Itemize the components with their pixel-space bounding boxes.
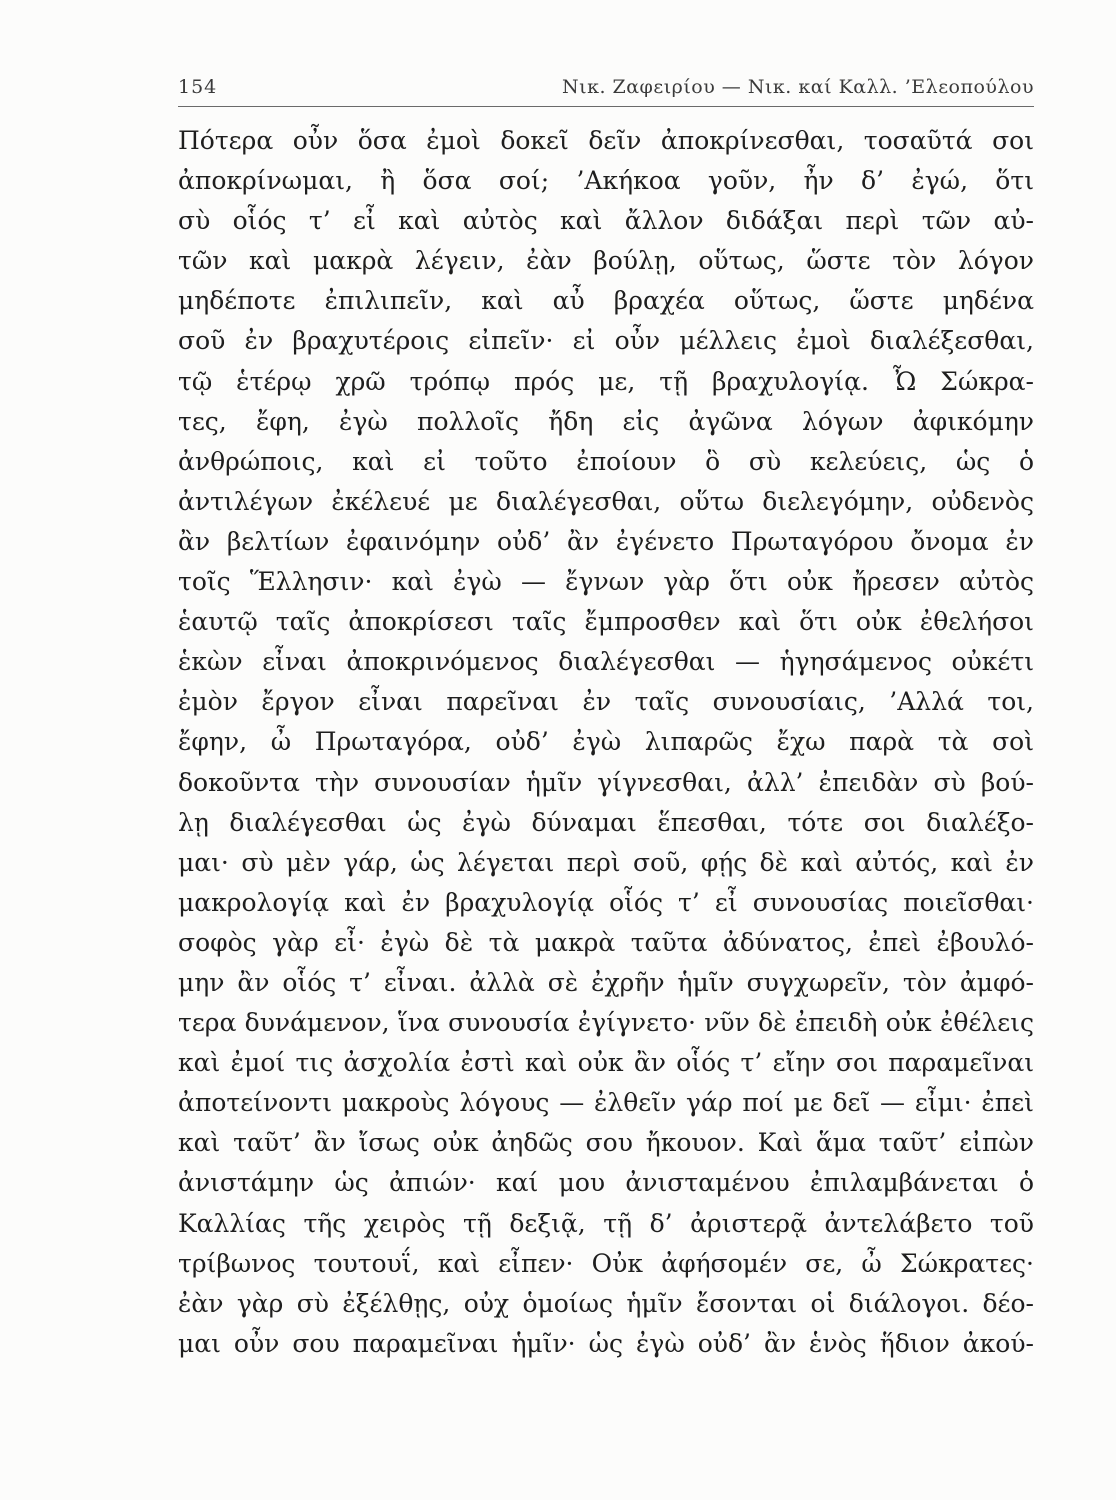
text-line: σὺ οἷός τ’ εἶ καὶ αὐτὸς καὶ ἄλλον διδάξαι περὶ τῶν αὐ- [178,206,1034,236]
text-line: ἀντιλέγων ἐκέλευέ με διαλέγεσθαι, οὕτω διελεγόμην, οὐδενὸς [178,486,1034,516]
text-line: ἂν βελτίων ἐφαινόμην οὐδ’ ἂν ἐγένετο Πρωταγόρου ὄνομα ἐν [178,526,1034,556]
text-line: Πότερα οὖν ὅσα ἐμοὶ δοκεῖ δεῖν ἀποκρίνεσθαι, τοσαῦτά σοι [178,126,1034,155]
text-line: τοῖς Ἕλλησιν· καὶ ἐγὼ — ἔγνων γὰρ ὅτι οὐκ ἤρεσεν αὐτὸς [178,567,1034,597]
text-line: τερα δυνάμενον, ἵνα συνουσία ἐγίγνετο· νῦν δὲ ἐπειδὴ οὐκ ἐθέλεις [178,1008,1034,1038]
text-line: ἀνθρώποις, καὶ εἰ τοῦτο ἐποίουν ὃ σὺ κελεύεις, ὡς ὁ [178,446,1034,476]
body-text [178,121,1034,1364]
text-line: τῶν καὶ μακρὰ λέγειν, ἐὰν βούλῃ, οὕτως, ὥστε τὸν λόγον [178,246,1034,276]
text-line: τες, ἔφη, ἐγὼ πολλοῖς ἤδη εἰς ἀγῶνα λόγων ἀφικόμην [178,406,1034,436]
text-line: λῃ διαλέγεσθαι ὡς ἐγὼ δύναμαι ἕπεσθαι, τότε σοι διαλέξο- [178,807,1034,837]
text-line: σοῦ ἐν βραχυτέροις εἰπεῖν· εἰ οὖν μέλλεις ἐμοὶ διαλέξεσθαι, [178,326,1034,356]
text-line: ἑκὼν εἶναι ἀποκρινόμενος διαλέγεσθαι — ἡγησάμενος οὐκέτι [178,647,1034,677]
text-line: καὶ ταῦτ’ ἂν ἴσως οὐκ ἀηδῶς σου ἤκουον. Καὶ ἅμα ταῦτ’ εἰπὼν [178,1128,1034,1158]
page-header [178,76,1034,104]
text-line: μακρολογίᾳ καὶ ἐν βραχυλογίᾳ οἷός τ’ εἶ συνουσίας ποιεῖσθαι· [178,887,1034,917]
header-rule [178,106,1034,107]
text-line: σοφὸς γὰρ εἶ· ἐγὼ δὲ τὰ μακρὰ ταῦτα ἀδύνατος, ἐπεὶ ἐβουλό- [178,927,1034,957]
text-line: ἔφην, ὦ Πρωταγόρα, οὐδ’ ἐγὼ λιπαρῶς ἔχω παρὰ τὰ σοὶ [178,727,1034,757]
text-line: δοκοῦντα τὴν συνουσίαν ἡμῖν γίγνεσθαι, ἀλλ’ ἐπειδὰν σὺ βού- [178,767,1034,797]
text-line: μαι· σὺ μὲν γάρ, ὡς λέγεται περὶ σοῦ, φῄς δὲ καὶ αὐτός, καὶ ἐν [178,847,1034,877]
text-line: καὶ ἐμοί τις ἀσχολία ἐστὶ καὶ οὐκ ἂν οἷός τ’ εἴην σοι παραμεῖναι [178,1048,1034,1078]
running-head: Νικ. Ζαφειρίου — Νικ. καί Καλλ. ’Ελεοπούλου [562,76,1034,98]
text-line: ἀποκρίνωμαι, ἢ ὅσα σοί; ’Ακήκοα γοῦν, ἦν δ’ ἐγώ, ὅτι [178,166,1034,196]
text-line: ἐὰν γὰρ σὺ ἐξέλθῃς, οὐχ ὁμοίως ἡμῖν ἔσονται οἱ διάλογοι. δέο- [178,1288,1034,1318]
text-line: ἐμὸν ἔργον εἶναι παρεῖναι ἐν ταῖς συνουσίαις, ’Αλλά τοι, [178,687,1034,717]
text-line: τρίβωνος τουτουΐ, καὶ εἶπεν· Οὐκ ἀφήσομέν σε, ὦ Σώκρατες· [178,1248,1034,1278]
text-line: ἀνιστάμην ὡς ἀπιών· καί μου ἀνισταμένου ἐπιλαμβάνεται ὁ [178,1168,1034,1198]
text-line: μαι οὖν σου παραμεῖναι ἡμῖν· ὡς ἐγὼ οὐδ’ ἂν ἑνὸς ἥδιον ἀκού- [178,1328,1034,1358]
text-line: Καλλίας τῆς χειρὸς τῇ δεξιᾷ, τῇ δ’ ἀριστερᾷ ἀντελάβετο τοῦ [178,1208,1034,1238]
page-number: 154 [178,76,218,98]
text-line: μην ἂν οἷός τ’ εἶναι. ἀλλὰ σὲ ἐχρῆν ἡμῖν συγχωρεῖν, τὸν ἀμφό- [178,967,1034,997]
text-line: ἀποτείνοντι μακροὺς λόγους — ἐλθεῖν γάρ ποί με δεῖ — εἶμι· ἐπεὶ [178,1088,1034,1118]
text-line: τῷ ἑτέρῳ χρῶ τρόπῳ πρός με, τῇ βραχυλογίᾳ. Ὦ Σώκρα- [178,366,1034,396]
text-line: ἑαυτῷ ταῖς ἀποκρίσεσι ταῖς ἔμπροσθεν καὶ ὅτι οὐκ ἐθελήσοι [178,607,1034,637]
text-line: μηδέποτε ἐπιλιπεῖν, καὶ αὖ βραχέα οὕτως, ὥστε μηδένα [178,286,1034,316]
